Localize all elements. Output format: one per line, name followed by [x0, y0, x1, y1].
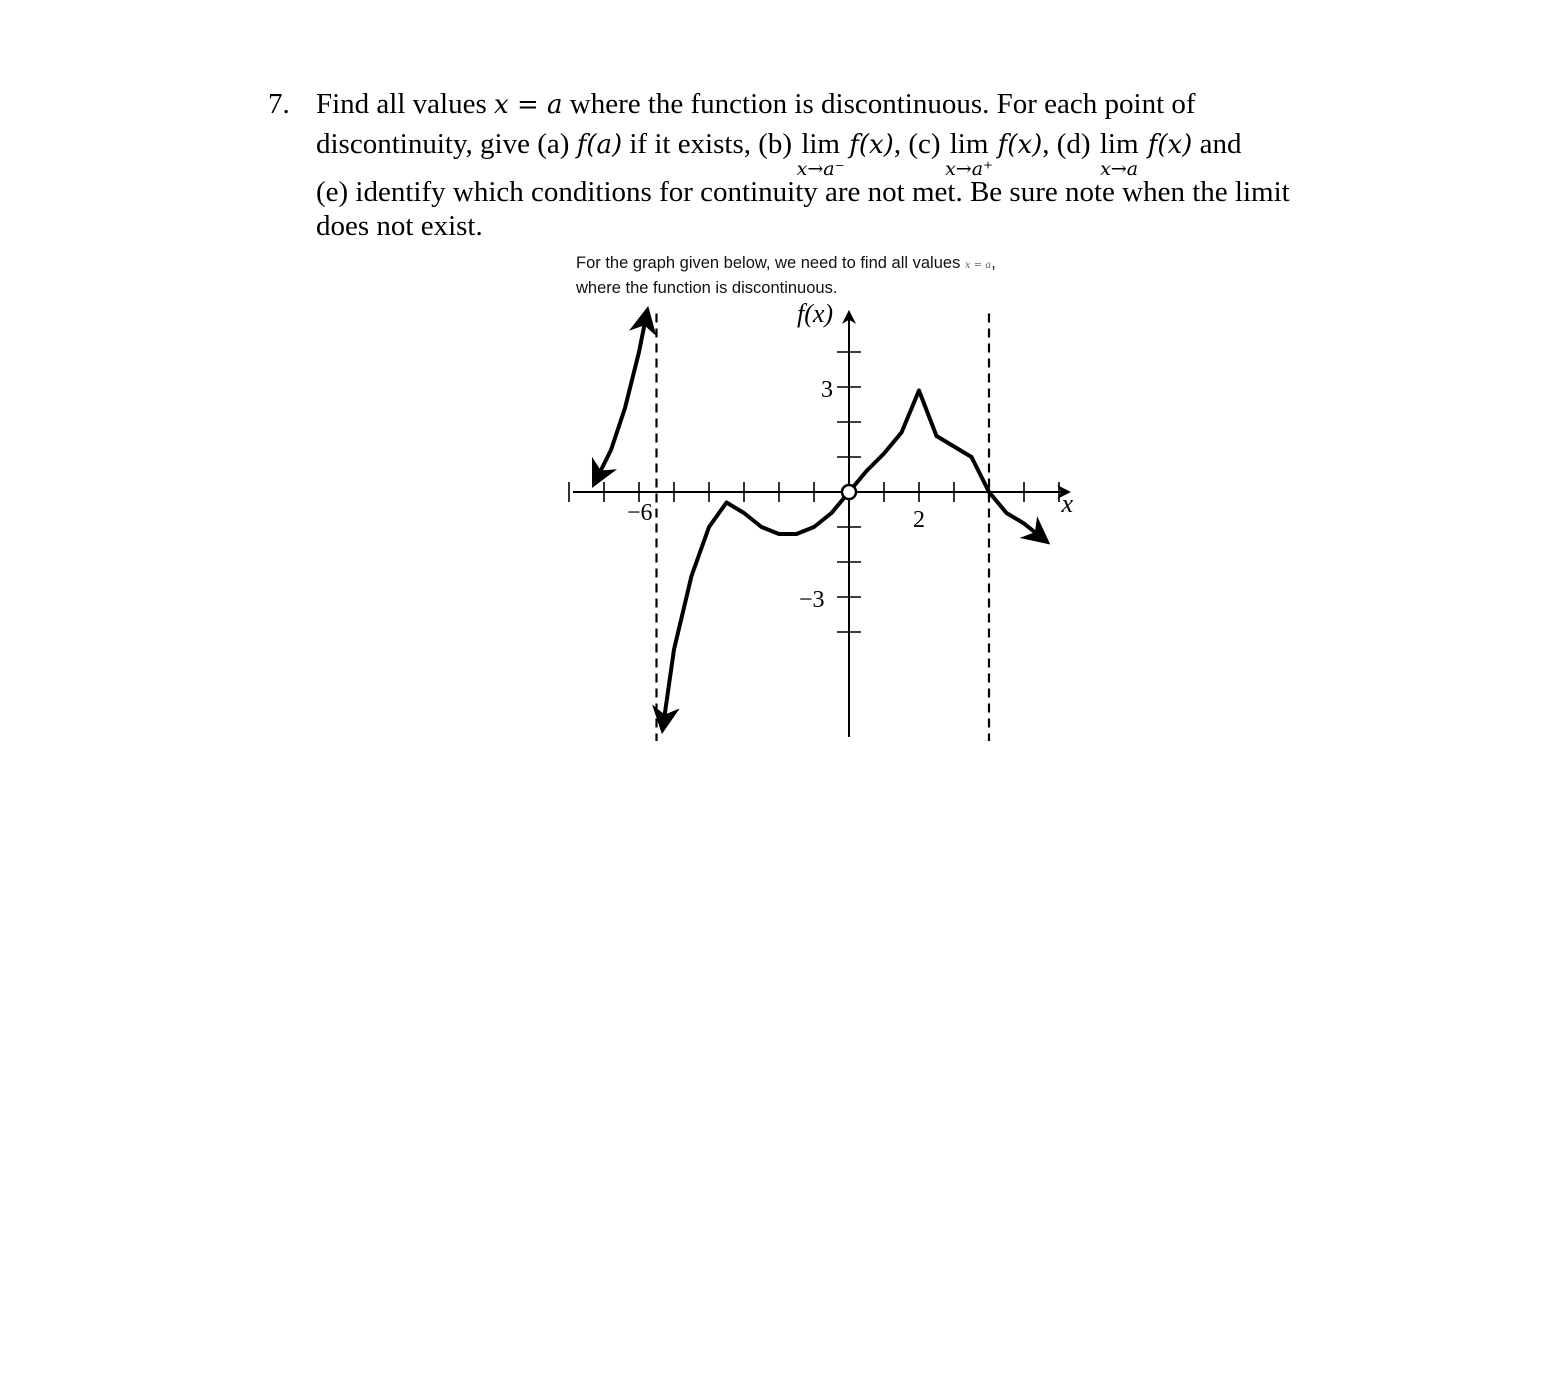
- curve-middle-branch: [664, 391, 1042, 724]
- x-tick-label: 2: [913, 507, 925, 533]
- open-circle-point: [842, 485, 856, 499]
- math-f-of-a: f(a): [576, 130, 623, 160]
- curve-left-branch: [597, 317, 646, 478]
- lim-subscript: x→a⁻: [796, 158, 845, 180]
- text: Find all values: [316, 88, 495, 120]
- lim-subscript: x→a⁺: [945, 158, 994, 180]
- lim-subscript: x→a: [1100, 158, 1139, 180]
- math-x-equals-a: x = a: [494, 90, 563, 120]
- y-axis-label: f(x): [797, 299, 834, 328]
- text: where the function is discontinuous. For each point of: [562, 88, 1196, 120]
- text: , (c): [893, 128, 948, 160]
- text: , (d): [1042, 128, 1098, 160]
- text: discontinuity, give (a): [316, 128, 577, 160]
- text: and: [1192, 128, 1242, 160]
- lim-word: lim: [949, 128, 989, 160]
- x-tick-label: −6: [627, 500, 653, 526]
- x-axis-label: x: [1061, 489, 1074, 518]
- caption-comma: ,: [991, 254, 996, 272]
- caption-line-2: where the function is discontinuous.: [576, 279, 838, 297]
- math-f-of-x: f(x): [849, 130, 894, 160]
- problem-line-3: (e) identify which conditions for continuity are not met. Be sure note when the limit: [316, 176, 1290, 208]
- caption-text: For the graph given below, we need to find all values: [576, 254, 965, 272]
- lim-word: lim: [1099, 128, 1139, 160]
- math-f-of-x: f(x): [1147, 130, 1193, 160]
- problem-line-4: does not exist.: [316, 210, 483, 242]
- problem-number: 7.: [268, 88, 290, 120]
- math-f-of-x: f(x): [997, 130, 1043, 160]
- y-tick-label: 3: [821, 377, 833, 403]
- caption-math: x = a: [964, 260, 992, 271]
- y-tick-label: −3: [799, 587, 825, 613]
- lim-word: lim: [801, 128, 840, 160]
- text: if it exists, (b): [622, 128, 800, 160]
